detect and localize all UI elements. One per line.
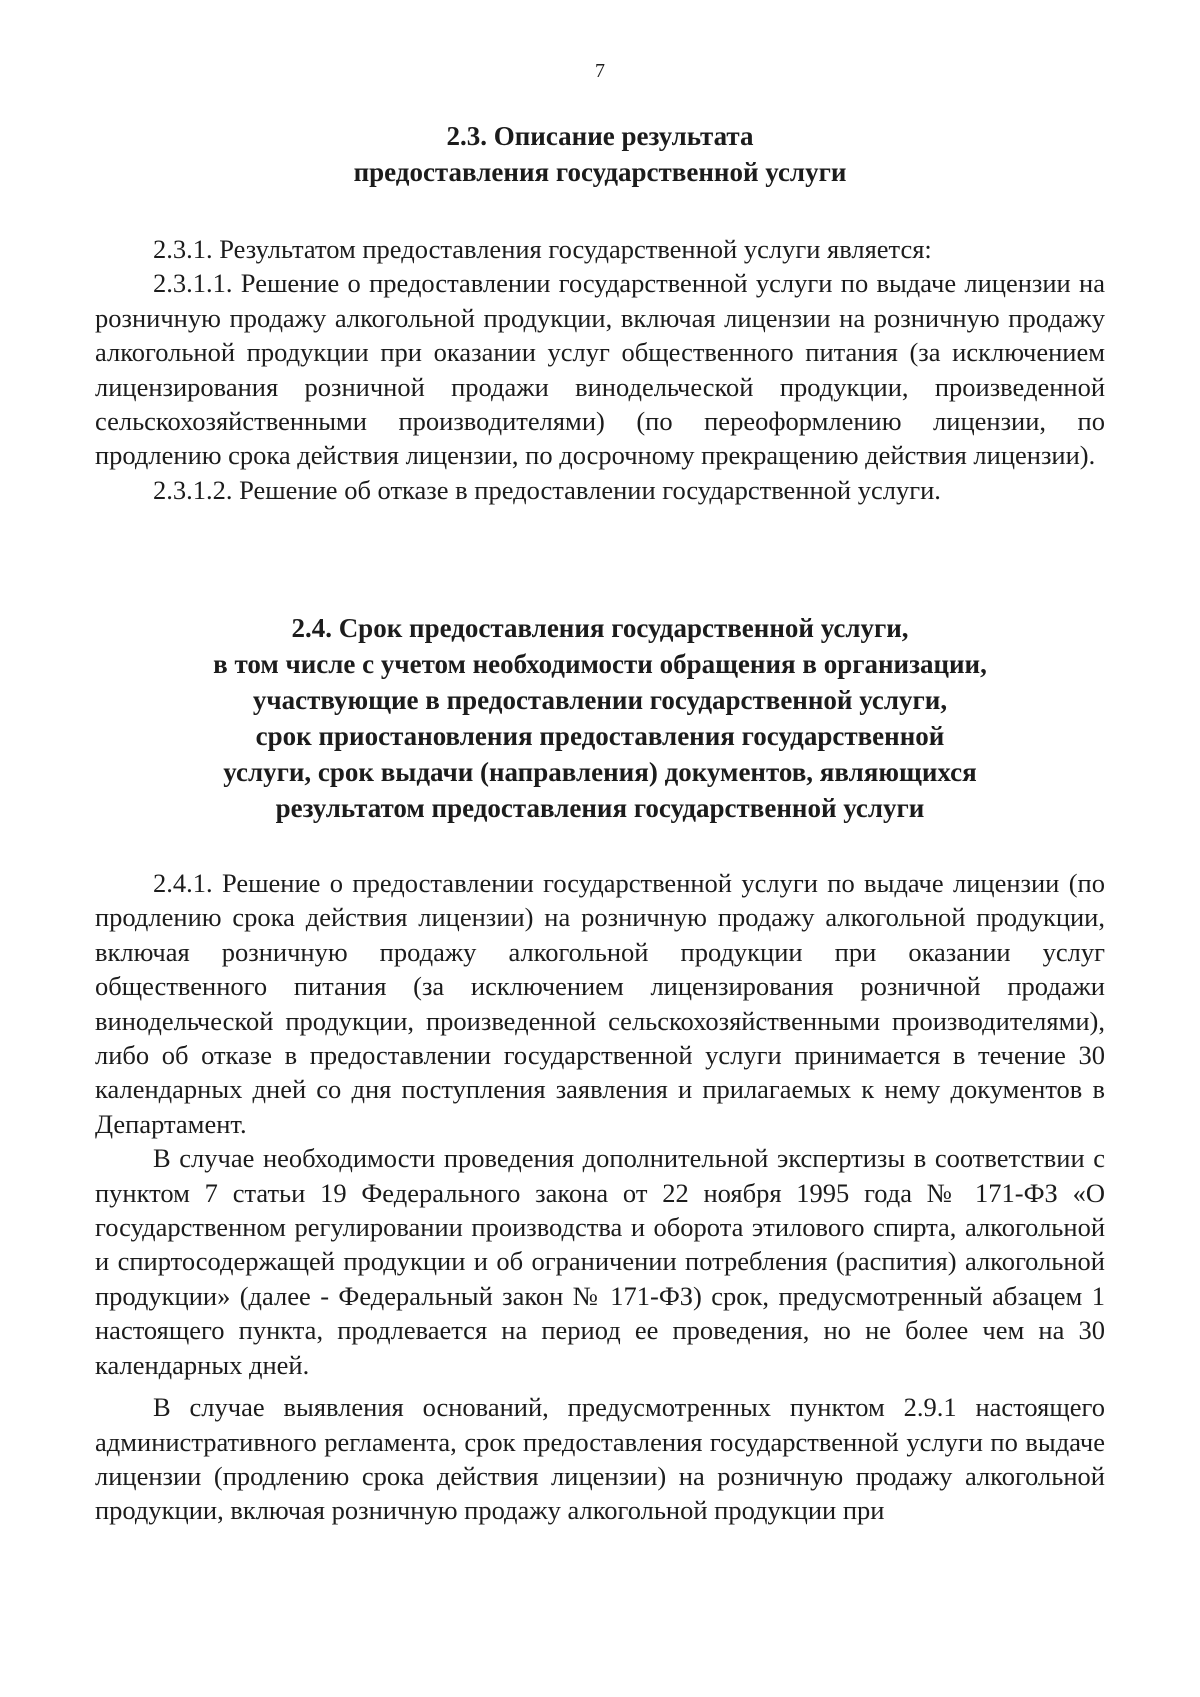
paragraph-2-3-1-1: 2.3.1.1. Решение о предоставлении государственной услуги по выдаче лицензии на розничную продажу алкогольной продукции, включая лицензии на розничную продажу алкогольной продукции при оказании услуг общественного питания (за исключением лицензирования розничной продажи винодельческой продукции, произведенной сельскохозяйственными производителями) (по переоформлению лицензии, по продлению срока действия лицензии, по досрочному прекращению действия лицензии).: [95, 268, 1105, 471]
section-body-2-4: [95, 866, 1105, 1528]
heading-line: срок приостановления предоставления государственной: [255, 721, 945, 751]
section-heading-2-3: [150, 118, 1050, 190]
paragraph-2-3-1: 2.3.1. Результатом предоставления государственной услуги является:: [153, 234, 932, 264]
paragraph-2-4-1: 2.4.1. Решение о предоставлении государственной услуги по выдаче лицензии (по продлению срока действия лицензии) на розничную продажу алкогольной продукции, включая розничную продажу алкогольной продукции при оказании услуг общественного питания (за исключением лицензирования розничной продажи винодельческой продукции, произведенной сельскохозяйственными производителями), либо об отказе в предоставлении государственной услуги принимается в течение 30 календарных дней со дня поступления заявления и прилагаемых к нему документов в Департамент.: [95, 868, 1105, 1139]
heading-line: результатом предоставления государственной услуги: [275, 793, 925, 823]
paragraph-2-3-1-2: 2.3.1.2. Решение об отказе в предоставлении государственной услуги.: [153, 474, 941, 505]
page-number: 7: [595, 60, 605, 82]
heading-line: предоставления государственной услуги: [353, 157, 847, 187]
heading-line: в том числе с учетом необходимости обращения в организации,: [213, 649, 987, 679]
section-body-2-3: [95, 232, 1105, 507]
paragraph-grounds-2-9-1: В случае выявления оснований, предусмотренных пунктом 2.9.1 настоящего административного регламента, срок предоставления государственной услуги по выдаче лицензии (продлению срока действия лицензии) на розничную продажу алкогольной продукции, включая розничную продажу алкогольной продукции при: [95, 1392, 1105, 1526]
heading-line: услуги, срок выдачи (направления) документов, являющихся: [223, 757, 977, 787]
section-heading-2-4: [150, 610, 1050, 826]
heading-line: участвующие в предоставлении государственной услуги,: [252, 685, 948, 715]
heading-line: 2.3. Описание результата: [446, 121, 754, 151]
paragraph-expertise-extension: В случае необходимости проведения дополнительной экспертизы в соответствии с пунктом 7 статьи 19 Федерального закона от 22 ноября 1995 года № 171-ФЗ «О государственном регулировании производства и оборота этилового спирта, алкогольной и спиртосодержащей продукции и об ограничении потребления (распития) алкогольной продукции» (далее - Федеральный закон № 171-ФЗ) срок, предусмотренный абзацем 1 настоящего пункта, продлевается на период ее проведения, но не более чем на 30 календарных дней.: [95, 1143, 1105, 1380]
heading-line: 2.4. Срок предоставления государственной услуги,: [291, 613, 909, 643]
